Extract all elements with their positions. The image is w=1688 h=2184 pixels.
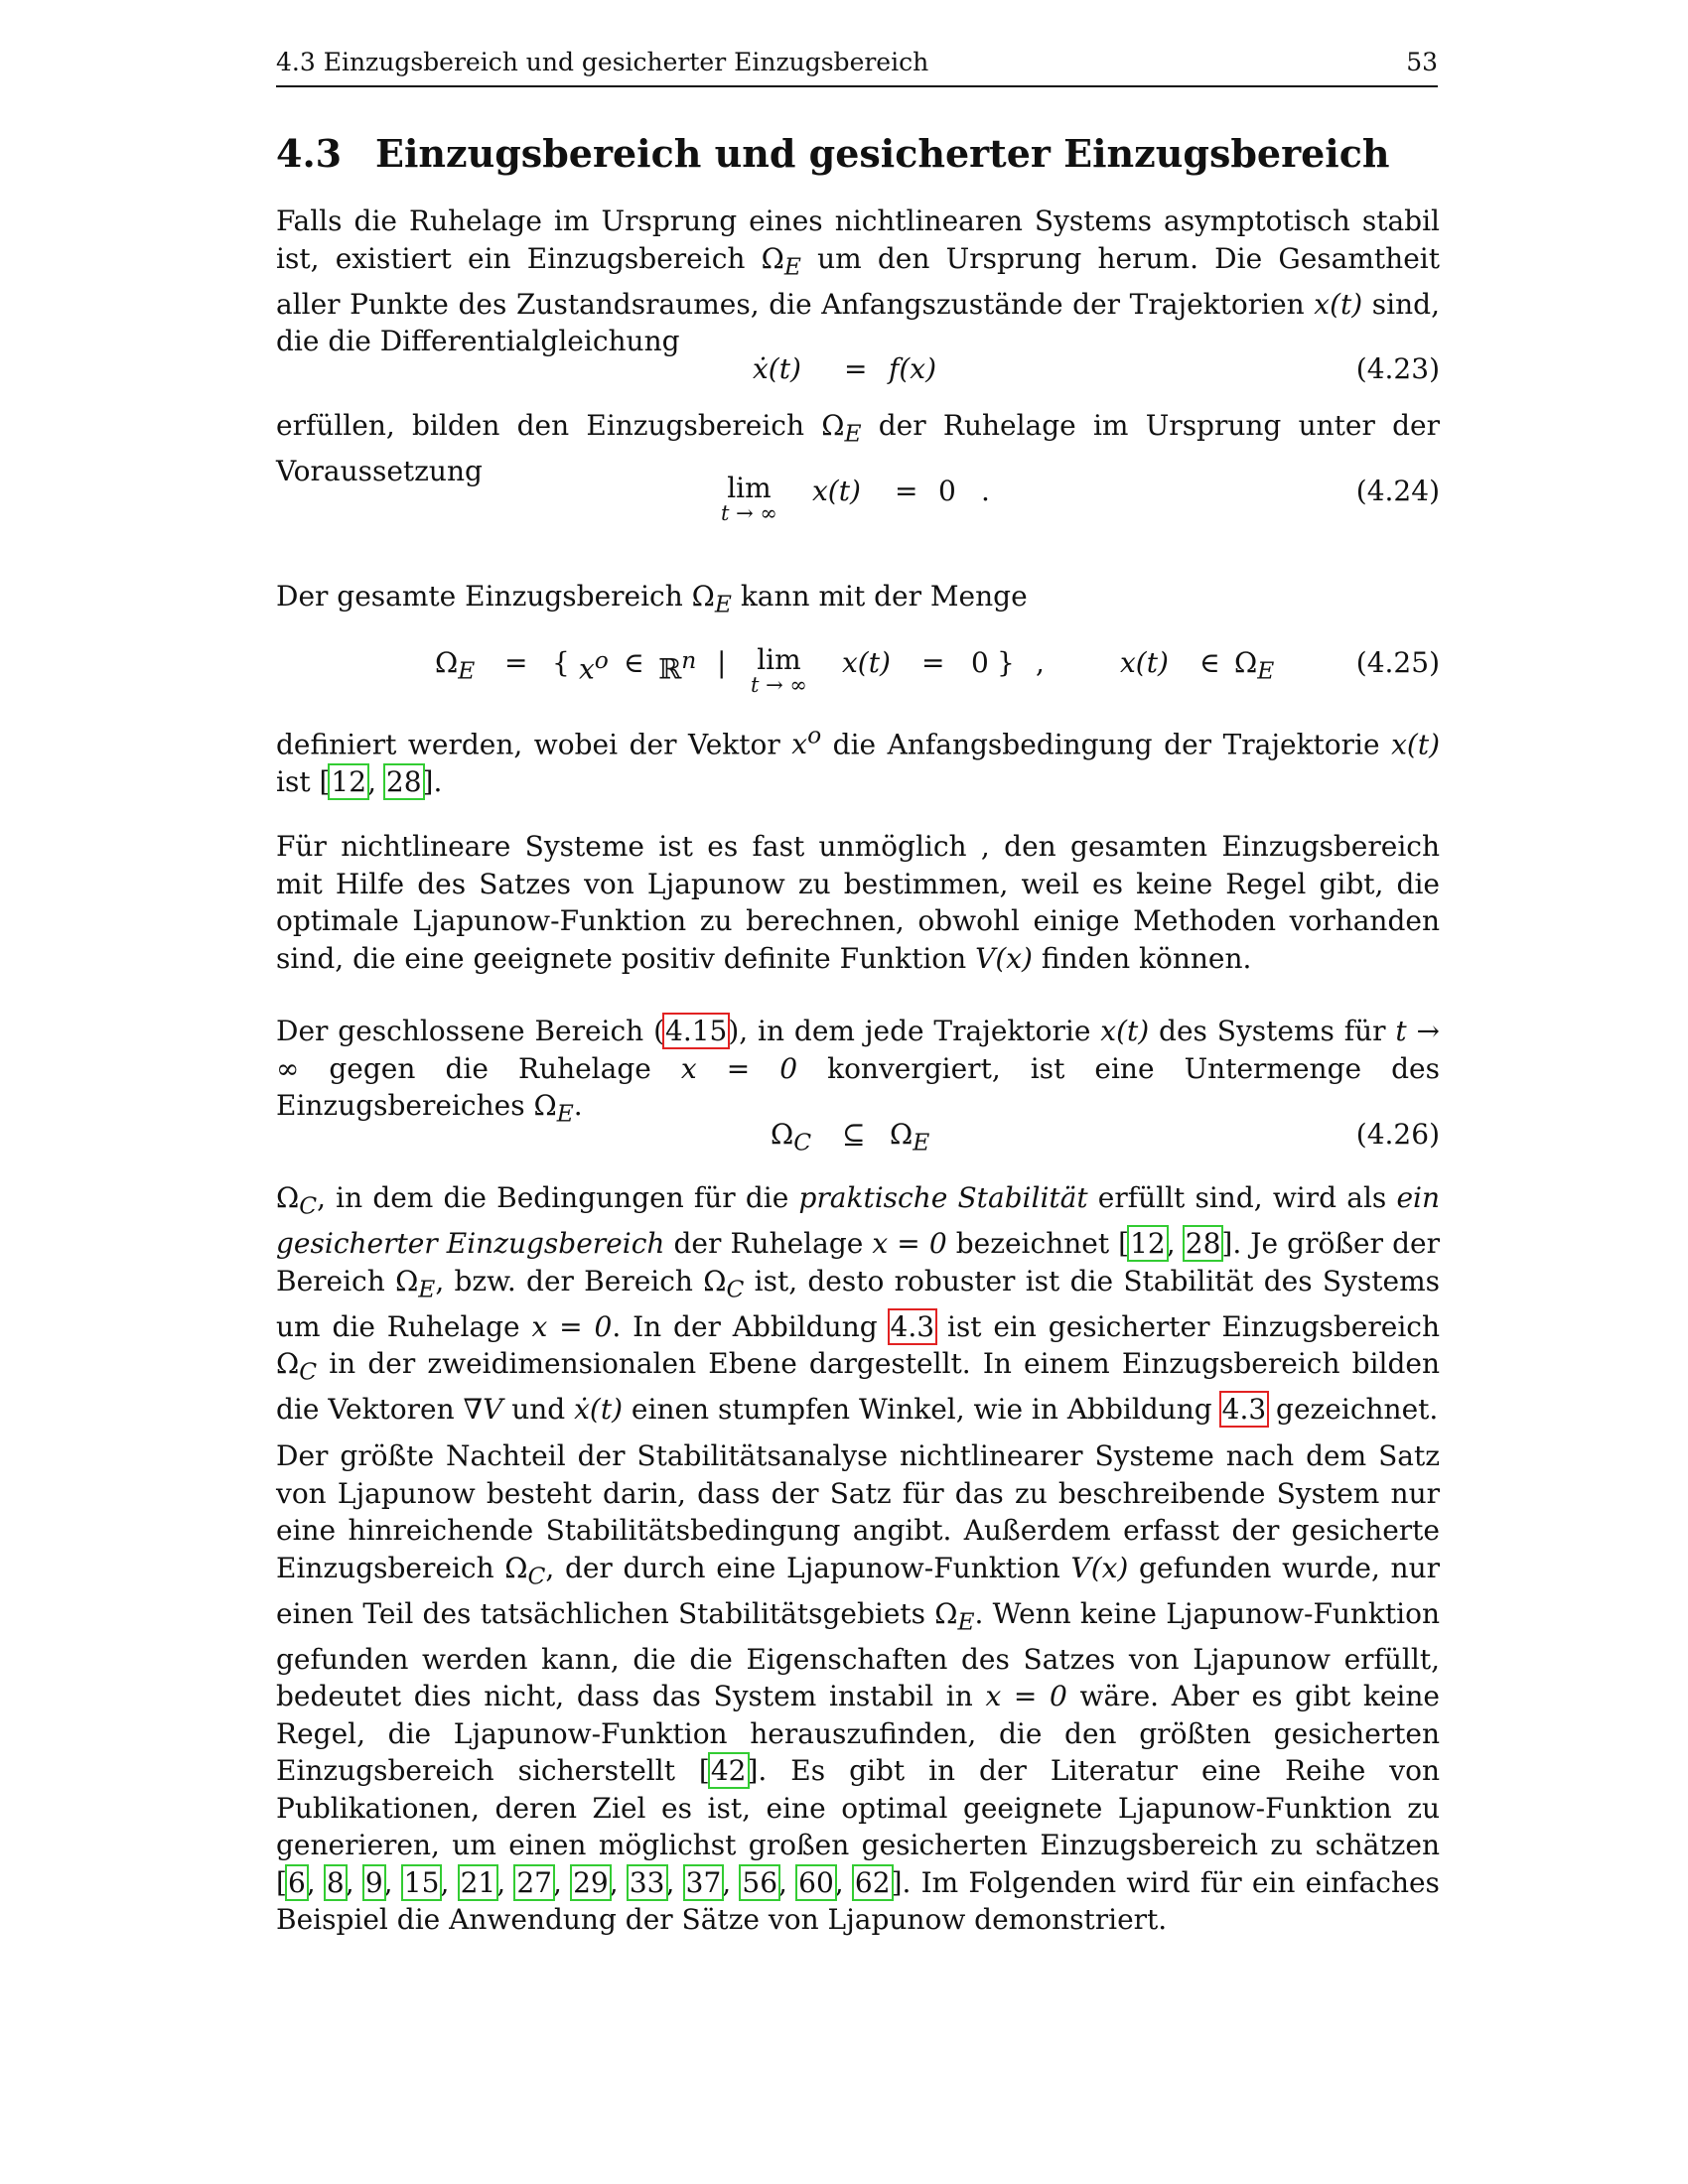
text-run: Der gesamte Einzugsbereich (276, 580, 692, 613)
math-omega-c: $\Omega_C$ (703, 1264, 745, 1303)
citation-link[interactable]: 62 (854, 1865, 891, 1899)
math-omega-c: $\Omega_C$ (276, 1347, 318, 1386)
eq-omega-e: $\Omega_E$ (1234, 646, 1275, 685)
text-run: sind, die die Differentialgleichung (276, 287, 1440, 358)
math-t-to-infinity: t → ∞ (276, 1015, 1441, 1085)
equation-4-23 (276, 352, 1440, 392)
eq-rhs: $\Omega_E$ (890, 1118, 930, 1157)
section-number: 4.3 (276, 131, 343, 176)
equation-number: (4.26) (1355, 1118, 1440, 1151)
paragraph-6: Der geschlossene Bereich (4.15), in dem jede Trajektorie x(t) des Systems für t → ∞ gegen die Ruhelage x = 0 konvergiert, ist eine Untermenge des Einzugsbereiches $\Omega_E$. (276, 1015, 1441, 1128)
citation-link[interactable]: 28 (1185, 1227, 1221, 1261)
eq-real-space: ℝ$^n$ (658, 646, 697, 686)
text-run: wäre. Aber es gibt keine Regel, die Ljapunow-Funktion herauszufinden, die den größten gesicherten Einzugsbereich sicherstellt (276, 1680, 1440, 1788)
text-run: der Ruhelage (664, 1227, 873, 1261)
emphasis: praktische Stabilität (798, 1181, 1088, 1214)
math-x-equals-zero: x = 0 (531, 1309, 613, 1343)
section-title: Einzugsbereich und gesicherter Einzugsbereich (375, 131, 1390, 176)
math-xt: x(t) (1391, 728, 1440, 761)
text-run: Der größte Nachteil der Stabilitätsanalyse nichtlinearer Systeme nach dem Satz von Ljapunow besteht darin, dass der Satz für das zu beschreibende System nur eine hinreichende Stabilitätsbedingung angibt. Außerdem erfasst der gesicherte Einzugsbereich (276, 1439, 1440, 1584)
eq-lhs: $\Omega_C$ (771, 1118, 812, 1157)
text-run: ist ein gesicherter Einzugsbereich (935, 1309, 1440, 1343)
math-omega-e: $\Omega_E$ (691, 580, 732, 618)
math-omega-e: $\Omega_E$ (934, 1596, 975, 1636)
text-run: Für nichtlineare Systeme ist es fast unmöglich , den gesamten Einzugsbereich mit Hilfe des Satzes von Ljapunow zu bestimmen, weil es keine Regel gibt, die optimale Ljapunow-Funktion zu berechnen, obwohl einige Methoden vorhanden sind, die eine geeignete positiv definite Funktion (276, 830, 1440, 975)
limit-operator: lim t → ∞ (751, 643, 807, 697)
math-nabla-v: ∇V (463, 1393, 503, 1427)
text-run: gegen die Ruhelage (299, 1051, 681, 1085)
paragraph-4: definiert werden, wobei der Vektor $x^o$ die Anfangsbedingung der Trajektorie x(t) ist [12, 28]. (276, 722, 1440, 798)
citation-link[interactable]: 37 (685, 1865, 722, 1899)
text-run: , in dem die Bedingungen für die (317, 1181, 799, 1214)
section-heading (276, 131, 1390, 176)
citation-link[interactable]: 42 (710, 1754, 747, 1788)
citation-link[interactable]: 56 (742, 1865, 778, 1899)
figure-link[interactable]: 4.3 (1221, 1393, 1267, 1427)
limit-operator: lim t → ∞ (721, 472, 777, 525)
paragraph-5 (276, 828, 1440, 977)
eq-relation: = (921, 646, 945, 679)
citation-link[interactable]: 21 (460, 1865, 496, 1899)
paragraph-7: $\Omega_C$, in dem die Bedingungen für die praktische Stabilität erfüllt sind, wird als ein gesicherter Einzugsbereich der Ruhelage x = 0 bezeichnet [12, 28]. Je größer der Bereich $\Omega_E$, bzw. der Bereich $\Omega_C$ ist, desto robuster ist die Stabilität des Systems um die Ruhelage x = 0. In der Abbildung 4.3 ist ein gesicherter Einzugsbereich $\Omega_C$ in der zweidimensionalen Ebene dargestellt. In einem Einzugsbereich bilden die Vektoren ∇V und ẋ(t) einen stumpfen Winkel, wie in Abbildung 4.3 gezeichnet. (276, 1181, 1441, 1427)
text-run: und (502, 1393, 575, 1427)
text-run: konvergiert, ist eine Untermenge des Einzugsbereiches (276, 1051, 1440, 1122)
citation-link[interactable]: 12 (331, 764, 367, 798)
text-run: einen stumpfen Winkel, wie in Abbildung (623, 1393, 1221, 1427)
eq-initial-state: $x^o$ (579, 646, 609, 686)
citation-link[interactable]: 27 (516, 1865, 552, 1899)
eq-element-of: ∈ (1199, 646, 1220, 679)
text-run: Falls die Ruhelage im Ursprung eines nichtlinearen Systems asymptotisch stabil ist, existiert ein Einzugsbereich (276, 205, 1440, 275)
math-omega-e: $\Omega_E$ (533, 1089, 574, 1128)
eq-rhs: f(x) (889, 352, 937, 385)
math-x-equals-zero: x = 0 (680, 1051, 798, 1085)
text-run: . In der Abbildung (612, 1309, 890, 1343)
math-xdot: ẋ(t) (574, 1393, 624, 1427)
eq-rhs: 0 (938, 475, 956, 507)
text-run: , der durch eine Ljapunow-Funktion (545, 1551, 1071, 1584)
equation-number: (4.25) (1355, 646, 1440, 679)
equation-number: (4.23) (1355, 352, 1440, 385)
text-run: . Wenn keine Ljapunow-Funktion gefunden werden kann, die die Eigenschaften des Satzes von Ljapunow erfüllt, bedeutet dies nicht, dass das System instabil in (276, 1596, 1440, 1713)
eq-lhs: ẋ(t) (753, 352, 801, 385)
eq-comma: , (1036, 646, 1045, 679)
citation-link[interactable]: 29 (573, 1865, 609, 1899)
math-omega-c: $\Omega_C$ (504, 1551, 546, 1590)
eq-period: . (981, 475, 990, 507)
math-xt: x(t) (1314, 287, 1363, 321)
equation-link[interactable]: 4.15 (665, 1015, 728, 1047)
text-run: Der geschlossene Bereich ( (276, 1015, 665, 1047)
math-x-equals-zero: x = 0 (872, 1227, 947, 1261)
running-head (276, 48, 1438, 87)
citation-link[interactable]: 60 (798, 1865, 834, 1899)
text-run: gefunden wurde, nur einen Teil des tatsächlichen Stabilitätsgebiets (276, 1551, 1440, 1630)
text-run: ist, desto robuster ist die Stabilität des Systems um die Ruhelage (276, 1264, 1440, 1343)
text-run: ]. Im Folgenden wird für ein einfaches Beispiel die Anwendung der Sätze von Ljapunow demonstriert. (276, 1865, 1440, 1937)
eq-relation: = (504, 646, 528, 679)
paragraph-3 (276, 578, 1440, 623)
equation-4-25 (276, 643, 1440, 706)
citation-link[interactable]: 8 (326, 1865, 345, 1899)
text-run: ), in dem jede Trajektorie (728, 1015, 1101, 1047)
text-run: definiert werden, wobei der Vektor (276, 728, 792, 761)
math-x-equals-zero: x = 0 (985, 1680, 1067, 1713)
eq-lhs: $\Omega_E$ (435, 646, 476, 685)
math-vx: V(x) (1070, 1551, 1129, 1584)
text-run: gezeichnet. (1267, 1393, 1439, 1427)
text-run: kann mit der Menge (731, 580, 1028, 613)
math-omega-c: $\Omega_C$ (276, 1181, 318, 1220)
text-run: erfüllen, bilden den Einzugsbereich (276, 409, 822, 442)
equation-number: (4.24) (1355, 475, 1440, 507)
running-head-title: 4.3 Einzugsbereich und gesicherter Einzugsbereich (276, 48, 929, 76)
set-close-brace: } (997, 646, 1015, 679)
text-run: die Anfangsbedingung der Trajektorie (821, 728, 1392, 761)
paragraph-1 (276, 203, 1440, 360)
text-run: des Systems für (1149, 1015, 1396, 1047)
emphasis: ein gesicherter Einzugsbereich (276, 1181, 1441, 1261)
paragraph-8: Der größte Nachteil der Stabilitätsanalyse nichtlinearer Systeme nach dem Satz von Ljapunow besteht darin, dass der Satz für das zu beschreibende System nur eine hinreichende Stabilitätsbedingung angibt. Außerdem erfasst der gesicherte Einzugsbereich $\Omega_C$, der durch eine Ljapunow-Funktion V(x) gefunden wurde, nur einen Teil des tatsächlichen Stabilitätsgebiets $\Omega_E$. Wenn keine Ljapunow-Funktion gefunden werden kann, die die Eigenschaften des Satzes von Ljapunow erfüllt, bedeutet dies nicht, dass das System instabil in x = 0 wäre. Aber es gibt keine Regel, die Ljapunow-Funktion herauszufinden, die den größten gesicherten Einzugsbereich sicherstellt [42]. Es gibt in der Literatur eine Reihe von Publikationen, deren Ziel es ist, eine optimal geeignete Ljapunow-Funktion zu generieren, um einen möglichst großen gesicherten Einzugsbereich zu schätzen [6, 8, 9, 15, 21, 27, 29, 33, 37, 56, 60, 62]. Im Folgenden wird für ein einfaches Beispiel die Anwendung der Sätze von Ljapunow demonstriert. (276, 1439, 1440, 1937)
text-run: der Ruhelage im Ursprung unter der Voraussetzung (276, 409, 1440, 488)
equation-4-26 (276, 1118, 1440, 1158)
figure-link[interactable]: 4.3 (890, 1309, 935, 1343)
eq-expression: x(t) (842, 646, 891, 679)
set-open-brace: { (552, 646, 570, 679)
citation-link[interactable]: 28 (385, 764, 422, 798)
text-run: ]. Je größer der Bereich (276, 1227, 1440, 1297)
eq-expression: x(t) (812, 475, 861, 507)
text-run: bezeichnet (946, 1227, 1119, 1261)
citation-link[interactable]: 6 (287, 1865, 306, 1899)
text-run: , bzw. der Bereich (435, 1264, 704, 1297)
math-omega-e: $\Omega_E$ (761, 241, 801, 281)
eq-zero: 0 (971, 646, 989, 679)
eq-relation: = (844, 352, 868, 385)
citation-link[interactable]: 12 (1130, 1227, 1166, 1261)
eq-relation: ⊆ (842, 1118, 866, 1151)
text-run: finden können. (1032, 941, 1252, 975)
citation-link[interactable]: 33 (629, 1865, 665, 1899)
math-omega-e: $\Omega_E$ (395, 1264, 436, 1303)
eq-element-of: ∈ (624, 646, 644, 679)
math-omega-e: $\Omega_E$ (821, 409, 862, 448)
math-xt: x(t) (1100, 1015, 1150, 1047)
page-number: 53 (1406, 48, 1438, 76)
text-run: ist (276, 764, 320, 798)
eq-such-that: | (717, 646, 727, 679)
eq-relation: = (895, 475, 918, 507)
text-run: in der zweidimensionalen Ebene dargestellt. In einem Einzugsbereich bilden die Vektoren (276, 1347, 1440, 1427)
text-run: um den Ursprung herum. Die Gesamtheit aller Punkte des Zustandsraumes, die Anfangszustände der Trajektorien (276, 241, 1440, 321)
equation-4-24 (276, 472, 1440, 534)
citation-link[interactable]: 9 (364, 1865, 383, 1899)
math-vx: V(x) (975, 941, 1033, 975)
citation-link[interactable]: 15 (403, 1865, 440, 1899)
text-run: ]. Es gibt in der Literatur eine Reihe von Publikationen, deren Ziel es ist, eine optimal geeignete Ljapunow-Funktion zu generieren, um einen möglichst großen gesicherten Einzugsbereich zu schätzen (276, 1754, 1440, 1862)
math-x0: $x^o$ (791, 722, 822, 761)
eq-trajectory: x(t) (1120, 646, 1169, 679)
text-run: erfüllt sind, wird als (1087, 1181, 1397, 1214)
